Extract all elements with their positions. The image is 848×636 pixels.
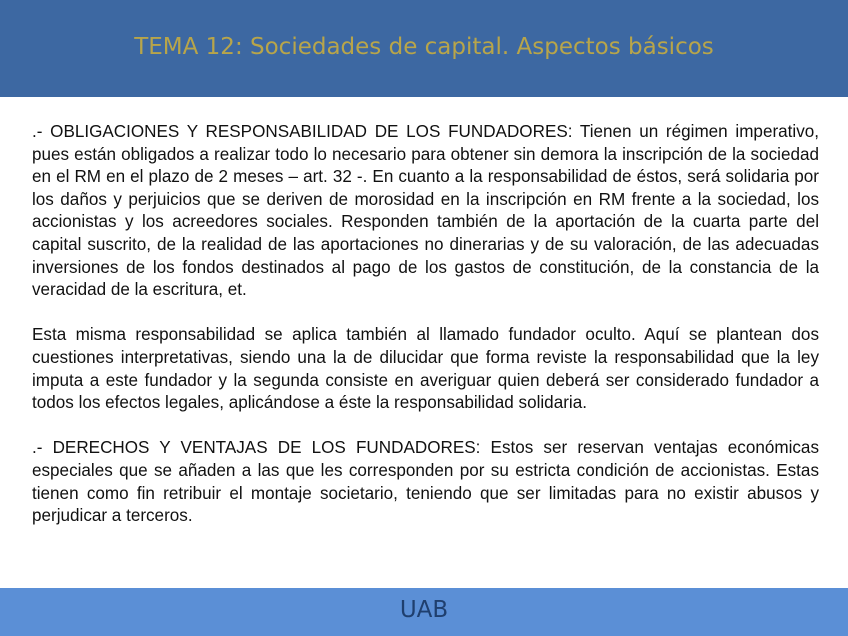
paragraph-obligaciones: .- OBLIGACIONES Y RESPONSABILIDAD DE LOS FUNDADORES: Tienen un régimen imperativo, pues están obligados a realizar todo lo necesario para obtener sin demora la inscripción de la sociedad en el RM en el plazo de 2 meses – art. 32 -. En cuanto a la responsabilidad de éstos, será solidaria por los daños y perjuicios que se deriven de morosidad en la inscripción en RM frente a la sociedad, los accionistas y los acreedores sociales. Responden también de la aportación de la cuarta parte del capital suscrito, de la realidad de las aportaciones no dinerarias y de su valoración, de las adecuadas inversiones de los fondos destinados al pago de los gastos de constitución, de la constancia de la veracidad de la escritura, et. [32,122,819,300]
paragraph-derechos: .- DERECHOS Y VENTAJAS DE LOS FUNDADORES: Estos ser reservan ventajas económicas especiales que se añaden a las que les corresponden por su estricta condición de accionistas. Estas tienen como fin retribuir el montaje societario, teniendo que ser limitadas para no existir abusos y perjudicar a terceros. [32,438,819,526]
paragraph-fundador-oculto: Esta misma responsabilidad se aplica también al llamado fundador oculto. Aquí se plantean dos cuestiones interpretativas, siendo una la de dilucidar que forma reviste la responsabilidad que la ley imputa a este fundador y la segunda consiste en averiguar quien deberá ser considerado fundador a todos los efectos legales, aplicándose a éste la responsabilidad solidaria. [32,325,819,413]
slide-header [0,0,848,97]
slide-body [32,121,819,528]
footer-label: UAB [399,597,449,623]
slide-title: TEMA 12: Sociedades de capital. Aspectos básicos [134,34,714,60]
slide-footer [0,588,848,636]
